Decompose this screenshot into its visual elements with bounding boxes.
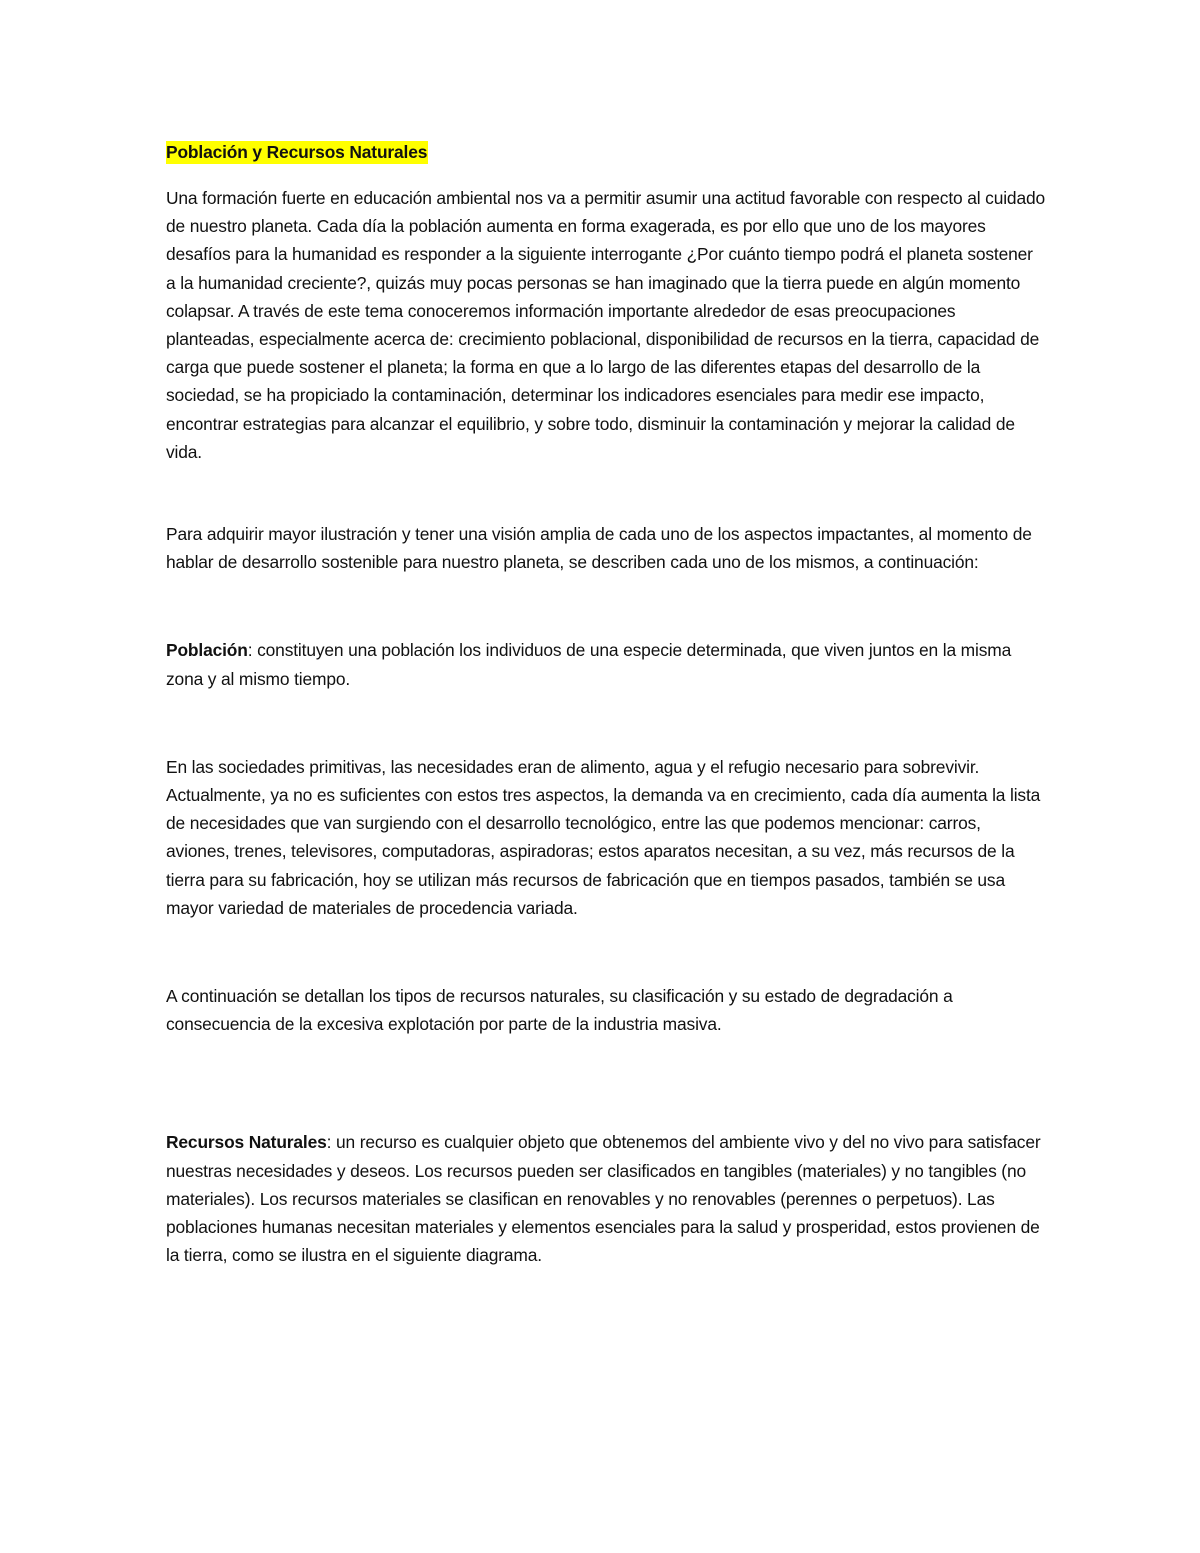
societies-paragraph: En las sociedades primitivas, las necesidades eran de alimento, agua y el refugio necesario para sobrevivir. Actualmente, ya no es suficientes con estos tres aspectos, la demanda va en crecimiento, cada día aumenta la lista de necesidades que van surgiendo con el desarrollo tecnológico, entre las que podemos mencionar: carros, aviones, trenes, televisores, computadoras, aspiradoras; estos aparatos necesitan, a su vez, más recursos de la tierra para su fabricación, hoy se utilizan más recursos de fabricación que en tiempos pasados, también se usa mayor variedad de materiales de procedencia variada.: [166, 756, 1041, 918]
document-page: [166, 138, 1046, 1269]
title-highlight: Población y Recursos Naturales: [166, 142, 428, 162]
poblacion-paragraph: [166, 636, 1046, 692]
recursos-term: Recursos Naturales: [166, 1132, 327, 1153]
continuation-paragraph: A continuación se detallan los tipos de recursos naturales, su clasificación y su estado de degradación a consecuencia de la excesiva explotación por parte de la industria masiva.: [166, 986, 953, 1035]
intro-paragraph: Una formación fuerte en educación ambiental nos va a permitir asumir una actitud favorable con respecto al cuidado de nuestro planeta. Cada día la población aumenta en forma exagerada, es por ello que uno de los mayores desafíos para la humanidad es responder a la siguiente interrogante ¿Por cuánto tiempo podrá el planeta sostener a la humanidad creciente?, quizás muy pocas personas se han imaginado que la tierra puede en algún momento colapsar. A través de este tema conoceremos información importante alrededor de esas preocupaciones planteadas, especialmente acerca de: crecimiento poblacional, disponibilidad de recursos en la tierra, capacidad de carga que puede sostener el planeta; la forma en que a lo largo de las diferentes etapas del desarrollo de la sociedad, se ha propiciado la contaminación, determinar los indicadores esenciales para medir ese impacto, encontrar estrategias para alcanzar el equilibrio, y sobre todo, disminuir la contaminación y mejorar la calidad de vida.: [166, 188, 1046, 462]
illustration-paragraph: Para adquirir mayor ilustración y tener una visión amplia de cada uno de los aspectos impactantes, al momento de hablar de desarrollo sostenible para nuestro planeta, se describen cada uno de los mismos, a continuación:: [166, 524, 1032, 573]
poblacion-term: Población: [166, 640, 248, 661]
document-title: [166, 138, 1046, 166]
recursos-paragraph: [166, 1128, 1046, 1269]
recursos-definition: : un recurso es cualquier objeto que obtenemos del ambiente vivo y del no vivo para satisfacer nuestras necesidades y deseos. Los recursos pueden ser clasificados en tangibles (materiales) y no tangibles (no materiales). Los recursos materiales se clasifican en renovables y no renovables (perennes o perpetuos). Las poblaciones humanas necesitan materiales y elementos esenciales para la salud y prosperidad, estos provienen de la tierra, como se ilustra en el siguiente diagrama.: [166, 1132, 1041, 1266]
poblacion-definition: : constituyen una población los individuos de una especie determinada, que viven juntos en la misma zona y al mismo tiempo.: [166, 640, 1012, 689]
